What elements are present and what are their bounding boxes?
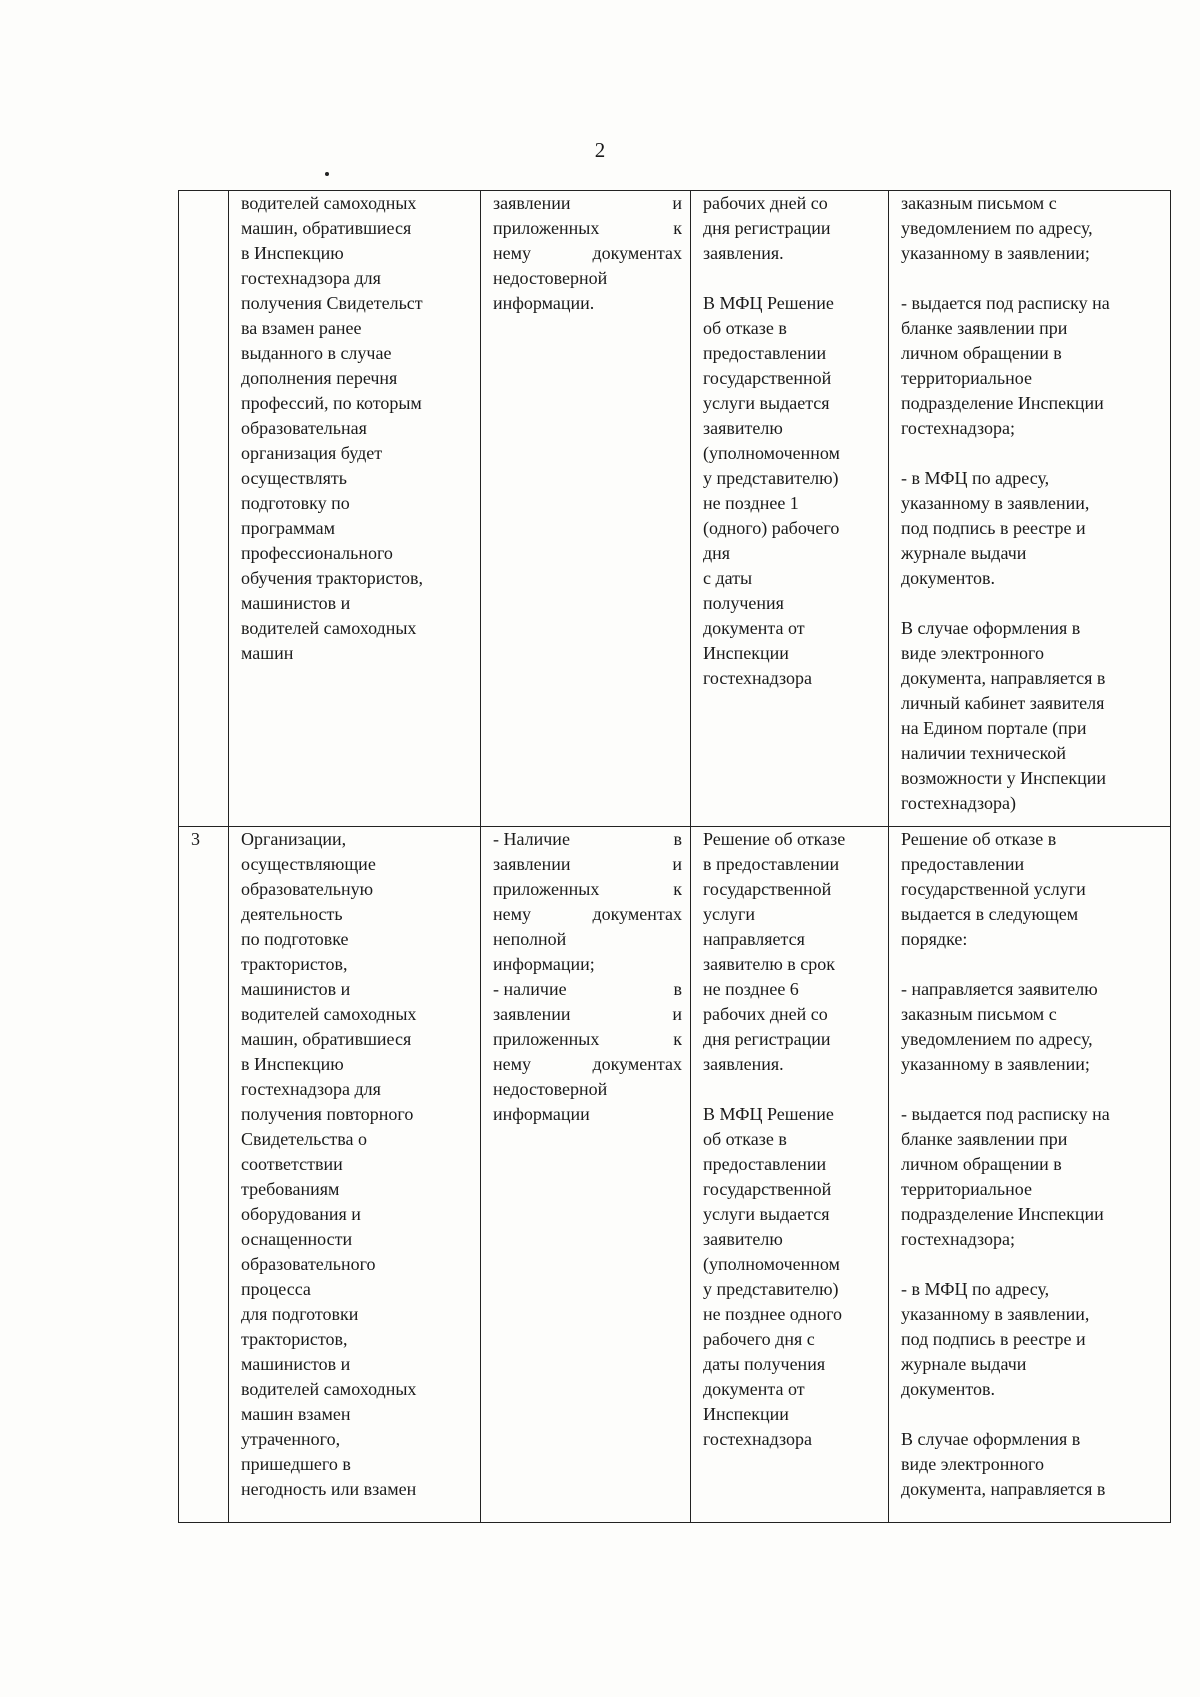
- text-line: профессионального: [241, 543, 393, 563]
- text-line: наличии технической: [901, 743, 1067, 763]
- text-fragment: документах: [592, 904, 682, 924]
- text-line: уведомлением по адресу,: [901, 218, 1093, 238]
- text-fragment: в: [673, 979, 682, 999]
- text-line: недостоверной: [493, 1079, 608, 1099]
- line-gap: [901, 441, 1162, 466]
- text-line: заявителю: [703, 418, 783, 438]
- text-line: в предоставлении: [703, 854, 840, 874]
- text-line: гостехнадзора): [901, 793, 1016, 813]
- text-line: даты получения: [703, 1354, 826, 1374]
- text-line: под подпись в реестре и: [901, 1329, 1086, 1349]
- text-line: личном обращении в: [901, 1154, 1062, 1174]
- text-line: не позднее одного: [703, 1304, 843, 1324]
- text-line: (уполномоченном: [703, 1254, 840, 1274]
- text-line: выдается в следующем: [901, 904, 1079, 924]
- text-line: гостехнадзора: [703, 1429, 812, 1449]
- text-line: [493, 977, 682, 1002]
- cell-term: [691, 827, 889, 1523]
- text-line: водителей самоходных: [241, 618, 417, 638]
- text-line: услуги выдается: [703, 1204, 830, 1224]
- line-gap: [901, 952, 1162, 977]
- text-line: профессий, по которым: [241, 393, 422, 413]
- text-fragment: и: [672, 854, 682, 874]
- text-line: указанному в заявлении;: [901, 1054, 1090, 1074]
- text-line: не позднее 6: [703, 979, 799, 999]
- text-line: образовательную: [241, 879, 374, 899]
- text-line: указанному в заявлении,: [901, 493, 1090, 513]
- table-row: [179, 191, 1171, 827]
- text-line: заявителю: [703, 1229, 783, 1249]
- text-line: осуществлять: [241, 468, 347, 488]
- text-line: организация будет: [241, 443, 383, 463]
- text-line: государственной: [703, 1179, 832, 1199]
- text-fragment: приложенных: [493, 218, 600, 238]
- text-line: машинистов и: [241, 1354, 351, 1374]
- text-fragment: документах: [592, 243, 682, 263]
- text-line: направляется: [703, 929, 805, 949]
- text-line: оборудования и: [241, 1204, 361, 1224]
- text-line: виде электронного: [901, 1454, 1044, 1474]
- text-fragment: к: [673, 1029, 682, 1049]
- text-fragment: заявлении: [493, 854, 571, 874]
- text-line: виде электронного: [901, 643, 1044, 663]
- text-line: недостоверной: [493, 268, 608, 288]
- text-line: В случае оформления в: [901, 618, 1081, 638]
- text-line: В МФЦ Решение: [703, 1104, 834, 1124]
- text-line: заказным письмом с: [901, 1004, 1057, 1024]
- text-line: [493, 827, 682, 852]
- text-line: водителей самоходных: [241, 193, 417, 213]
- text-line: бланке заявлении при: [901, 1129, 1068, 1149]
- text-line: указанному в заявлении;: [901, 243, 1090, 263]
- text-line: машинистов и: [241, 593, 351, 613]
- text-line: машин: [241, 643, 294, 663]
- table-row: [179, 827, 1171, 1523]
- text-fragment: и: [672, 1004, 682, 1024]
- text-line: пришедшего в: [241, 1454, 351, 1474]
- text-fragment: к: [673, 218, 682, 238]
- text-line: информации: [493, 1104, 590, 1124]
- text-line: Решение об отказе в: [901, 829, 1057, 849]
- text-line: Свидетельства о: [241, 1129, 367, 1149]
- text-line: государственной: [703, 879, 832, 899]
- line-gap: [901, 1402, 1162, 1427]
- text-line: журнале выдачи: [901, 543, 1027, 563]
- text-line: услуги выдается: [703, 393, 830, 413]
- line-gap: [703, 1077, 880, 1102]
- text-line: Инспекции: [703, 643, 789, 663]
- text-line: гостехнадзора;: [901, 1229, 1015, 1249]
- text-line: в Инспекцию: [241, 1054, 344, 1074]
- text-line: заказным письмом с: [901, 193, 1057, 213]
- text-line: [493, 1002, 682, 1027]
- text-line: машин, обратившиеся: [241, 218, 412, 238]
- text-line: - в МФЦ по адресу,: [901, 1279, 1050, 1299]
- text-line: по подготовке: [241, 929, 349, 949]
- text-line: образовательная: [241, 418, 367, 438]
- text-line: под подпись в реестре и: [901, 518, 1086, 538]
- text-line: осуществляющие: [241, 854, 376, 874]
- text-line: порядке:: [901, 929, 968, 949]
- cell-applicant: [229, 827, 481, 1523]
- text-line: территориальное: [901, 368, 1032, 388]
- text-line: утраченного,: [241, 1429, 341, 1449]
- text-line: Решение об отказе: [703, 829, 846, 849]
- text-line: об отказе в: [703, 1129, 787, 1149]
- text-fragment: к: [673, 879, 682, 899]
- line-gap: [901, 591, 1162, 616]
- text-line: предоставлении: [703, 1154, 827, 1174]
- text-line: документа, направляется в: [901, 668, 1106, 688]
- text-line: рабочих дней со: [703, 1004, 828, 1024]
- text-line: (уполномоченном: [703, 443, 840, 463]
- text-line: на Едином портале (при: [901, 718, 1087, 738]
- text-fragment: документах: [592, 1054, 682, 1074]
- cell-applicant: [229, 191, 481, 827]
- text-line: гостехнадзора: [703, 668, 812, 688]
- text-line: машин, обратившиеся: [241, 1029, 412, 1049]
- text-line: у представителю): [703, 468, 839, 488]
- cell-grounds: [481, 827, 691, 1523]
- text-fragment: нему: [493, 904, 532, 924]
- text-line: программам: [241, 518, 336, 538]
- text-line: предоставлении: [703, 343, 827, 363]
- text-line: личном обращении в: [901, 343, 1062, 363]
- text-line: [493, 216, 682, 241]
- text-line: - выдается под расписку на: [901, 1104, 1110, 1124]
- text-line: гостехнадзора для: [241, 268, 381, 288]
- text-fragment: приложенных: [493, 879, 600, 899]
- text-line: подготовку по: [241, 493, 350, 513]
- page-number: 2: [594, 138, 606, 162]
- line-gap: [901, 1077, 1162, 1102]
- text-line: [493, 241, 682, 266]
- row-number: [179, 191, 229, 827]
- text-line: - в МФЦ по адресу,: [901, 468, 1050, 488]
- text-line: машин взамен: [241, 1404, 351, 1424]
- text-fragment: и: [672, 193, 682, 213]
- text-line: образовательного: [241, 1254, 376, 1274]
- text-line: деятельность: [241, 904, 343, 924]
- text-line: рабочего дня с: [703, 1329, 815, 1349]
- text-line: для подготовки: [241, 1304, 359, 1324]
- line-gap: [703, 266, 880, 291]
- text-line: журнале выдачи: [901, 1354, 1027, 1374]
- text-line: [493, 191, 682, 216]
- text-line: - направляется заявителю: [901, 979, 1098, 999]
- text-line: гостехнадзора;: [901, 418, 1015, 438]
- text-line: дополнения перечня: [241, 368, 398, 388]
- text-line: В случае оформления в: [901, 1429, 1081, 1449]
- text-line: услуги: [703, 904, 755, 924]
- text-line: негодность или взамен: [241, 1479, 417, 1499]
- text-line: не позднее 1: [703, 493, 799, 513]
- text-fragment: в: [673, 829, 682, 849]
- text-line: дня регистрации: [703, 218, 831, 238]
- text-line: заявителю в срок: [703, 954, 836, 974]
- text-fragment: - наличие: [493, 979, 567, 999]
- text-line: возможности у Инспекции: [901, 768, 1107, 788]
- text-line: обучения трактористов,: [241, 568, 424, 588]
- text-line: трактористов,: [241, 1329, 348, 1349]
- text-line: бланке заявлении при: [901, 318, 1068, 338]
- text-line: подразделение Инспекции: [901, 393, 1104, 413]
- text-line: трактористов,: [241, 954, 348, 974]
- text-line: [493, 902, 682, 927]
- text-line: уведомлением по адресу,: [901, 1029, 1093, 1049]
- text-line: документа от: [703, 1379, 805, 1399]
- text-line: получения повторного: [241, 1104, 414, 1124]
- text-line: государственной услуги: [901, 879, 1086, 899]
- line-gap: [901, 266, 1162, 291]
- text-line: заявления.: [703, 243, 784, 263]
- text-line: документов.: [901, 1379, 996, 1399]
- cell-grounds: [481, 191, 691, 827]
- text-line: Организации,: [241, 829, 347, 849]
- text-line: оснащенности: [241, 1229, 353, 1249]
- text-line: указанному в заявлении,: [901, 1304, 1090, 1324]
- text-line: информации;: [493, 954, 595, 974]
- text-line: [493, 1027, 682, 1052]
- row-number: 3: [179, 827, 229, 1523]
- line-gap: [901, 1252, 1162, 1277]
- text-line: об отказе в: [703, 318, 787, 338]
- text-fragment: заявлении: [493, 193, 571, 213]
- text-line: ва взамен ранее: [241, 318, 362, 338]
- text-line: водителей самоходных: [241, 1004, 417, 1024]
- text-line: (одного) рабочего: [703, 518, 840, 538]
- text-line: [493, 852, 682, 877]
- text-line: дня: [703, 543, 731, 563]
- text-line: документа, направляется в: [901, 1479, 1106, 1499]
- text-line: получения: [703, 593, 784, 613]
- text-line: процесса: [241, 1279, 311, 1299]
- text-line: Инспекции: [703, 1404, 789, 1424]
- text-line: неполной: [493, 929, 567, 949]
- text-line: с даты: [703, 568, 753, 588]
- text-fragment: приложенных: [493, 1029, 600, 1049]
- cell-term: [691, 191, 889, 827]
- text-line: [493, 1052, 682, 1077]
- text-line: у представителю): [703, 1279, 839, 1299]
- scan-speck: [325, 172, 329, 176]
- text-line: дня регистрации: [703, 1029, 831, 1049]
- text-line: территориальное: [901, 1179, 1032, 1199]
- text-line: документа от: [703, 618, 805, 638]
- refusal-table: [178, 190, 1171, 1523]
- text-line: предоставлении: [901, 854, 1025, 874]
- text-line: требованиям: [241, 1179, 340, 1199]
- text-fragment: нему: [493, 243, 532, 263]
- text-line: - выдается под расписку на: [901, 293, 1110, 313]
- text-line: водителей самоходных: [241, 1379, 417, 1399]
- text-line: личный кабинет заявителя: [901, 693, 1105, 713]
- text-line: получения Свидетельст: [241, 293, 423, 313]
- text-line: машинистов и: [241, 979, 351, 999]
- text-line: выданного в случае: [241, 343, 392, 363]
- text-line: в Инспекцию: [241, 243, 344, 263]
- text-fragment: - Наличие: [493, 829, 570, 849]
- cell-delivery: [889, 191, 1171, 827]
- text-line: государственной: [703, 368, 832, 388]
- text-line: рабочих дней со: [703, 193, 828, 213]
- text-line: документов.: [901, 568, 996, 588]
- text-line: подразделение Инспекции: [901, 1204, 1104, 1224]
- text-line: В МФЦ Решение: [703, 293, 834, 313]
- text-fragment: заявлении: [493, 1004, 571, 1024]
- text-line: информации.: [493, 293, 595, 313]
- text-line: соответствии: [241, 1154, 343, 1174]
- text-line: заявления.: [703, 1054, 784, 1074]
- text-line: [493, 877, 682, 902]
- cell-delivery: [889, 827, 1171, 1523]
- text-line: гостехнадзора для: [241, 1079, 381, 1099]
- text-fragment: нему: [493, 1054, 532, 1074]
